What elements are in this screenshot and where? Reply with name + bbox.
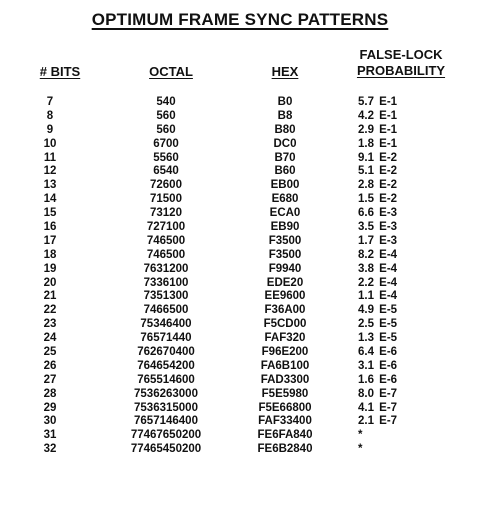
column-header-bits bbox=[20, 64, 100, 80]
column-header-bits-label: # BITS bbox=[39, 64, 81, 79]
cell-bits: 28 bbox=[43, 387, 57, 400]
cell-octal: 73120 bbox=[150, 207, 182, 220]
cell-octal: 77465450200 bbox=[130, 443, 202, 456]
cell-bits: 30 bbox=[43, 415, 57, 428]
cell-bits: 10 bbox=[43, 137, 57, 150]
cell-octal: 7336100 bbox=[143, 276, 189, 289]
cell-probability: 4.9 E-5 bbox=[358, 304, 398, 317]
cell-bits: 24 bbox=[43, 332, 57, 345]
cell-probability: 5.1 E-2 bbox=[358, 165, 398, 178]
cell-bits: 14 bbox=[43, 193, 57, 206]
cell-bits: 13 bbox=[43, 179, 57, 192]
cell-octal: 765514600 bbox=[137, 373, 195, 386]
cell-hex: F5E66800 bbox=[258, 401, 312, 414]
cell-hex: F5CD00 bbox=[263, 318, 307, 331]
cell-hex: F3500 bbox=[268, 248, 302, 261]
cell-hex: FAF320 bbox=[264, 332, 306, 345]
table-row bbox=[0, 124, 480, 138]
column-header-probability-line1: FALSE-LOCK bbox=[359, 47, 443, 62]
cell-probability: 2.5 E-5 bbox=[358, 318, 398, 331]
cell-hex: FAF33400 bbox=[258, 415, 312, 428]
page-title: OPTIMUM FRAME SYNC PATTERNS bbox=[91, 10, 389, 29]
cell-bits: 7 bbox=[46, 96, 54, 108]
table-row bbox=[0, 290, 480, 304]
cell-octal: 764654200 bbox=[137, 359, 195, 372]
table-row bbox=[0, 332, 480, 346]
cell-octal: 7536315000 bbox=[134, 401, 198, 414]
table-row bbox=[0, 443, 480, 457]
table-row bbox=[0, 374, 480, 388]
cell-bits: 23 bbox=[43, 318, 57, 331]
cell-bits: 26 bbox=[43, 359, 57, 372]
cell-octal: 77467650200 bbox=[130, 429, 202, 442]
table-row bbox=[0, 235, 480, 249]
table-row bbox=[0, 415, 480, 429]
cell-octal: 727100 bbox=[146, 221, 186, 234]
cell-bits: 11 bbox=[43, 151, 57, 164]
cell-hex: F5E5980 bbox=[261, 387, 309, 400]
cell-octal: 6540 bbox=[153, 165, 179, 178]
cell-hex: FE6B2840 bbox=[257, 443, 313, 456]
cell-hex: B60 bbox=[274, 165, 296, 178]
column-header-octal-label: OCTAL bbox=[149, 64, 193, 79]
cell-octal: 560 bbox=[156, 123, 176, 136]
cell-probability: * bbox=[358, 443, 363, 456]
cell-probability: 1.7 E-3 bbox=[358, 234, 398, 247]
column-header-hex bbox=[240, 64, 330, 80]
cell-probability: 9.1 E-2 bbox=[358, 151, 398, 164]
cell-hex: B80 bbox=[274, 123, 296, 136]
cell-hex: DC0 bbox=[273, 137, 297, 150]
cell-octal: 5560 bbox=[153, 151, 179, 164]
table-row bbox=[0, 110, 480, 124]
cell-bits: 21 bbox=[43, 290, 57, 303]
table-row bbox=[0, 138, 480, 152]
cell-bits: 29 bbox=[43, 401, 57, 414]
pattern-table bbox=[0, 96, 480, 457]
cell-octal: 6700 bbox=[153, 137, 179, 150]
cell-octal: 746500 bbox=[146, 234, 186, 247]
cell-bits: 18 bbox=[43, 248, 57, 261]
cell-probability: 4.2 E-1 bbox=[358, 109, 398, 122]
cell-octal: 7631200 bbox=[143, 262, 189, 275]
cell-hex: B70 bbox=[274, 151, 296, 164]
cell-hex: F3500 bbox=[268, 234, 302, 247]
cell-bits: 17 bbox=[43, 234, 57, 247]
table-row bbox=[0, 388, 480, 402]
cell-bits: 15 bbox=[43, 207, 57, 220]
cell-probability: 8.0 E-7 bbox=[358, 387, 398, 400]
cell-probability: 2.1 E-7 bbox=[358, 415, 398, 428]
cell-bits: 12 bbox=[43, 165, 57, 178]
cell-probability: 6.6 E-3 bbox=[358, 207, 398, 220]
cell-hex: EB90 bbox=[270, 221, 300, 234]
cell-hex: EDE20 bbox=[266, 276, 304, 289]
cell-octal: 7351300 bbox=[143, 290, 189, 303]
cell-probability: 1.5 E-2 bbox=[358, 193, 398, 206]
cell-probability: 2.2 E-4 bbox=[358, 276, 398, 289]
column-header-hex-label: HEX bbox=[271, 64, 299, 79]
cell-probability: * bbox=[358, 429, 363, 442]
cell-bits: 32 bbox=[43, 443, 57, 456]
cell-hex: F96E200 bbox=[261, 346, 309, 359]
cell-octal: 746500 bbox=[146, 248, 186, 261]
cell-octal: 540 bbox=[156, 96, 176, 108]
cell-octal: 7466500 bbox=[143, 304, 189, 317]
table-row bbox=[0, 193, 480, 207]
cell-octal: 7536263000 bbox=[134, 387, 198, 400]
cell-probability: 5.7 E-1 bbox=[358, 96, 398, 108]
cell-probability: 6.4 E-6 bbox=[358, 346, 398, 359]
cell-hex: B0 bbox=[277, 96, 293, 108]
cell-hex: FE6FA840 bbox=[257, 429, 313, 442]
cell-probability: 3.5 E-3 bbox=[358, 221, 398, 234]
cell-octal: 7657146400 bbox=[134, 415, 198, 428]
cell-probability: 2.9 E-1 bbox=[358, 123, 398, 136]
cell-hex: E680 bbox=[271, 193, 299, 206]
cell-bits: 20 bbox=[43, 276, 57, 289]
cell-hex: FA6B100 bbox=[260, 359, 310, 372]
cell-probability: 3.1 E-6 bbox=[358, 359, 398, 372]
cell-bits: 31 bbox=[43, 429, 57, 442]
cell-bits: 27 bbox=[43, 373, 57, 386]
table-row bbox=[0, 346, 480, 360]
cell-bits: 25 bbox=[43, 346, 57, 359]
cell-hex: FAD3300 bbox=[260, 373, 310, 386]
table-row bbox=[0, 207, 480, 221]
table-row bbox=[0, 263, 480, 277]
cell-octal: 76571440 bbox=[140, 332, 192, 345]
column-header-octal bbox=[116, 64, 226, 80]
cell-bits: 22 bbox=[43, 304, 57, 317]
table-row bbox=[0, 318, 480, 332]
cell-bits: 16 bbox=[43, 221, 57, 234]
cell-probability: 4.1 E-7 bbox=[358, 401, 398, 414]
table-row bbox=[0, 249, 480, 263]
cell-octal: 71500 bbox=[150, 193, 182, 206]
cell-probability: 1.1 E-4 bbox=[358, 290, 398, 303]
cell-bits: 9 bbox=[46, 123, 54, 136]
cell-hex: F9940 bbox=[268, 262, 302, 275]
table-row bbox=[0, 429, 480, 443]
table-row bbox=[0, 221, 480, 235]
table-row bbox=[0, 152, 480, 166]
table-row bbox=[0, 96, 480, 110]
cell-hex: EE9600 bbox=[264, 290, 306, 303]
cell-octal: 72600 bbox=[150, 179, 182, 192]
table-row bbox=[0, 360, 480, 374]
table-row bbox=[0, 304, 480, 318]
table-row bbox=[0, 402, 480, 416]
cell-octal: 762670400 bbox=[137, 346, 195, 359]
cell-probability: 1.3 E-5 bbox=[358, 332, 398, 345]
table-row bbox=[0, 277, 480, 291]
cell-probability: 3.8 E-4 bbox=[358, 262, 398, 275]
cell-probability: 2.8 E-2 bbox=[358, 179, 398, 192]
cell-probability: 1.8 E-1 bbox=[358, 137, 398, 150]
table-row bbox=[0, 179, 480, 193]
cell-probability: 8.2 E-4 bbox=[358, 248, 398, 261]
cell-hex: F36A00 bbox=[264, 304, 306, 317]
cell-probability: 1.6 E-6 bbox=[358, 373, 398, 386]
column-header-probability-line2: PROBABILITY bbox=[356, 63, 446, 78]
column-header-probability bbox=[336, 47, 466, 79]
cell-hex: EB00 bbox=[270, 179, 300, 192]
cell-octal: 560 bbox=[156, 109, 176, 122]
cell-hex: ECA0 bbox=[269, 207, 301, 220]
cell-bits: 19 bbox=[43, 262, 57, 275]
cell-bits: 8 bbox=[46, 109, 54, 122]
cell-octal: 75346400 bbox=[140, 318, 192, 331]
table-row bbox=[0, 165, 480, 179]
cell-hex: B8 bbox=[277, 109, 293, 122]
